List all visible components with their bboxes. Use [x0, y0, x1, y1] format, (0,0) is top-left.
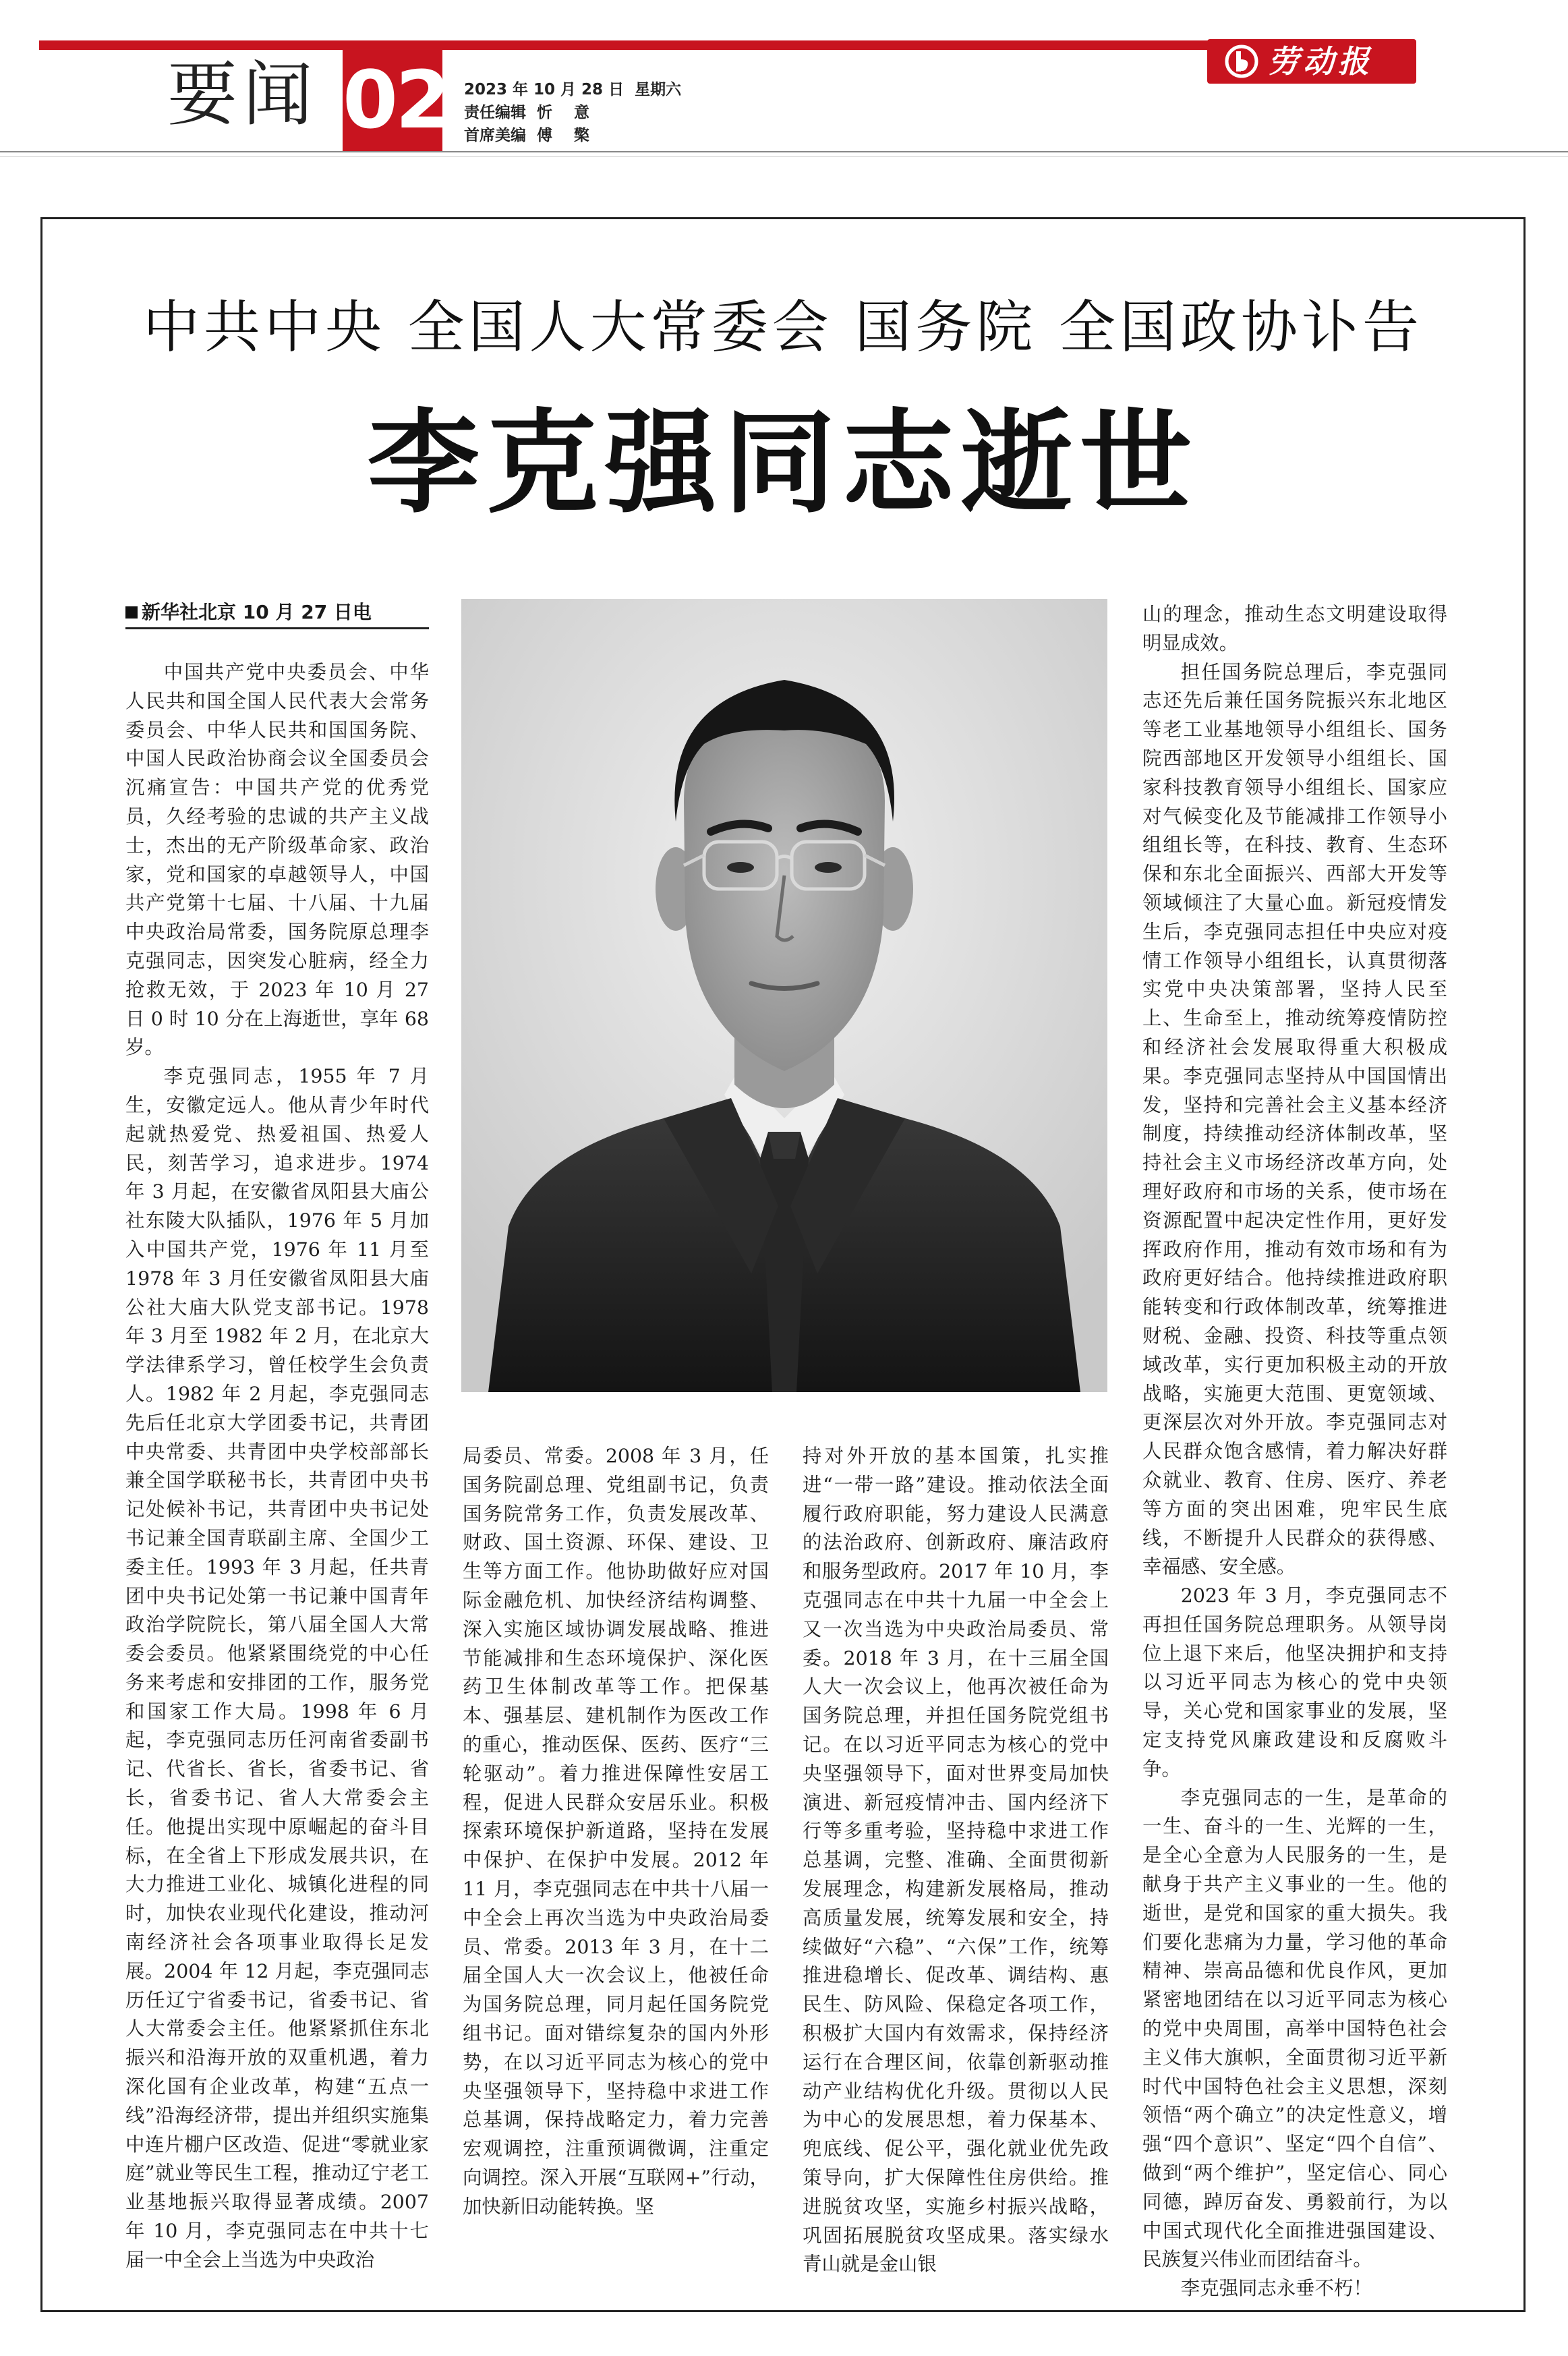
logo-text: 劳动报: [1268, 43, 1373, 80]
text-column-3: [803, 1442, 1109, 2279]
text-column-4: [1142, 600, 1447, 2303]
header-divider: [0, 151, 1568, 152]
header-divider-thin: [0, 156, 1568, 157]
closing-line: 李克强同志永垂不朽！: [1180, 2277, 1372, 2300]
paragraph: 李克强同志的一生，是革命的一生、奋斗的一生、光辉的一生，是全心全意为人民服务的一生，是献身于共产主义事业的一生。他的逝世，是党和国家的重大损失。我们要化悲痛为力量，学习他的革命精神、崇高品德和优良作风，更加紧密地团结在以习近平同志为核心的党中央周围，高举中国特色社会主义伟大旗帜，全面贯彻习近平新时代中国特色社会主义思想，深刻领悟“两个确立”的决定性意义，增强“四个意识”、坚定“四个自信”、做到“两个维护”，坚定信心、同心同德，踔厉奋发、勇毅前行，为以中国式现代化全面推进强国建设、民族复兴伟业而团结奋斗。: [1142, 1786, 1447, 2271]
logo-mark-icon: [1225, 45, 1258, 78]
article-headline: 李克强同志逝世: [368, 397, 1198, 529]
portrait-photo: [461, 599, 1107, 1392]
section-name: 要闻: [167, 53, 319, 136]
paragraph: 2023 年 3 月，李克强同志不再担任国务院总理职务。从领导岗位上退下来后，他坚决拥护和支持以习近平同志为核心的党中央领导，关心党和国家事业的发展，坚定支持党风廉政建设和反腐败斗争。: [1142, 1584, 1447, 1780]
article-dateline: [125, 598, 429, 629]
date-line: 2023 年 10 月 28 日 星期六: [464, 81, 682, 98]
editor-line: 责任编辑 忻 意: [464, 104, 590, 121]
portrait-illustration: [461, 599, 1107, 1392]
newspaper-logo: [1207, 39, 1416, 84]
header-rule: [39, 40, 1213, 50]
paragraph: 山的理念，推动生态文明建设取得明显成效。: [1142, 603, 1447, 654]
paragraph: 中国共产党中央委员会、中华人民共和国全国人民代表大会常务委员会、中华人民共和国国务院、中国人民政治协商会议全国委员会沉痛宣告：中国共产党的优秀党员，久经考验的忠诚的共产主义战士，杰出的无产阶级革命家、政治家，党和国家的卓越领导人，中国共产党第十七届、十八届、十九届中央政治局常委，国务院原总理李克强同志，因突发心脏病，经全力抢救无效，于 2023 年 10 月 27 日 0 时 10 分在上海逝世，享年 68 岁。: [125, 661, 429, 1059]
designer-line: 首席美编 傅 檠: [464, 127, 590, 144]
article-subheadline: 中共中央 全国人大常委会 国务院 全国政协讣告: [142, 294, 1424, 360]
paragraph: 局委员、常委。2008 年 3 月，任国务院副总理、党组副书记，负责国务院常务工作，负责发展改革、财政、国土资源、环保、建设、卫生等方面工作。他协助做好应对国际金融危机、加快经济结构调整、深入实施区域协调发展战略、推进节能减排和生态环境保护、深化医药卫生体制改革等工作。把保基本、强基层、建机制作为医改工作的重心，推动医保、医药、医疗“三轮驱动”。着力推进保障性安居工程，促进人民群众安居乐业。积极探索环境保护新道路，坚持在发展中保护、在保护中发展。2012 年 11 月，李克强同志在中共十八届一中全会上再次当选为中央政治局委员、常委。2013 年 3 月，在十二届全国人大一次会议上，他被任命为国务院总理，同月起任国务院党组书记。面对错综复杂的国内外形势，在以习近平同志为核心的党中央坚强领导下，坚持稳中求进工作总基调，保持战略定力，着力完善宏观调控，注重预调微调，注重定向调控。深入开展“互联网+”行动，加快新旧动能转换。坚: [463, 1445, 769, 2218]
dateline-marker-icon: [125, 606, 138, 619]
dateline-text: 新华社北京 10 月 27 日电: [142, 601, 372, 623]
paragraph: 李克强同志，1955 年 7 月生，安徽定远人。他从青少年时代起就热爱党、热爱祖国、热爱人民，刻苦学习，追求进步。1974 年 3 月起，在安徽省凤阳县大庙公社东陵大队插队，1976 年 5 月加入中国共产党，1976 年 11 月至 1978 年 3 月任安徽省凤阳县大庙公社大庙大队党支部书记。1978 年 3 月至 1982 年 2 月，在北京大学法律系学习，曾任校学生会负责人。1982 年 2 月起，李克强同志先后任北京大学团委书记，共青团中央常委、共青团中央学校部部长兼全国学联秘书长，共青团中央书记处候补书记，共青团中央书记处书记兼全国青联副主席、全国少工委主任。1993 年 3 月起，任共青团中央书记处第一书记兼中国青年政治学院院长，第八届全国人大常委会委员。他紧紧围绕党的中心任务来考虑和安排团的工作，服务党和国家工作大局。1998 年 6 月起，李克强同志历任河南省委副书记、代省长、省长，省委书记、省长，省委书记、省人大常委会主任。他提出实现中原崛起的奋斗目标，在全省上下形成发展共识，在大力推进工业化、城镇化进程的同时，加快农业现代化建设，推动河南经济社会各项事业取得长足发展。2004 年 12 月起，李克强同志历任辽宁省委书记，省委书记、省人大常委会主任。他紧紧抓住东北振兴和沿海开放的双重机遇，着力深化国有企业改革，构建“五点一线”沿海经济带，提出并组织实施集中连片棚户区改造、促进“零就业家庭”就业等民生工程，推动辽宁老工业基地振兴取得显著成绩。2007 年 10 月，李克强同志在中共十七届一中全会上当选为中央政治: [125, 1065, 429, 2271]
text-column-2: [463, 1442, 769, 2222]
text-column-1: [125, 658, 429, 2275]
paragraph: 担任国务院总理后，李克强同志还先后兼任国务院振兴东北地区等老工业基地领导小组组长、国务院西部地区开发领导小组组长、国家科技教育领导小组组长、国家应对气候变化及节能减排工作领导小组组长等，在科技、教育、生态环保和东北全面振兴、西部大开发等领域倾注了大量心血。新冠疫情发生后，李克强同志担任中央应对疫情工作领导小组组长，认真贯彻落实党中央决策部署，坚持人民至上、生命至上，推动统筹疫情防控和经济社会发展取得重大积极成果。李克强同志坚持从中国国情出发，坚持和完善社会主义基本经济制度，持续推动经济体制改革，坚持社会主义市场经济改革方向，处理好政府和市场的关系，使市场在资源配置中起决定性作用，更好发挥政府作用，推动有效市场和有为政府更好结合。他持续推进政府职能转变和行政体制改革，统筹推进财税、金融、投资、科技等重点领域改革，实行更加积极主动的开放战略，实施更大范围、更宽领域、更深层次对外开放。李克强同志对人民群众饱含感情，着力解决好群众就业、教育、住房、医疗、养老等方面的突出困难，兜牢民生底线，不断提升人民群众的获得感、幸福感、安全感。: [1142, 660, 1447, 1578]
page-number: 02: [343, 49, 442, 151]
paragraph: 持对外开放的基本国策，扎实推进“一带一路”建设。推动依法全面履行政府职能，努力建设人民满意的法治政府、创新政府、廉洁政府和服务型政府。2017 年 10 月，李克强同志在中共十九届一中全会上又一次当选为中央政治局委员、常委。2018 年 3 月，在十三届全国人大一次会议上，他再次被任命为国务院总理，并担任国务院党组书记。在以习近平同志为核心的党中央坚强领导下，面对世界变局加快演进、新冠疫情冲击、国内经济下行等多重考验，坚持稳中求进工作总基调，完整、准确、全面贯彻新发展理念，构建新发展格局，推动高质量发展，统筹发展和安全，持续做好“六稳”、“六保”工作，统筹推进稳增长、促改革、调结构、惠民生、防风险、保稳定各项工作，积极扩大国内有效需求，保持经济运行在合理区间，依靠创新驱动推动产业结构优化升级。贯彻以人民为中心的发展思想，着力保基本、兜底线、促公平，强化就业优先政策导向，扩大保障性住房供给。推进脱贫攻坚，实施乡村振兴战略，巩固拓展脱贫攻坚成果。落实绿水青山就是金山银: [803, 1445, 1109, 2276]
